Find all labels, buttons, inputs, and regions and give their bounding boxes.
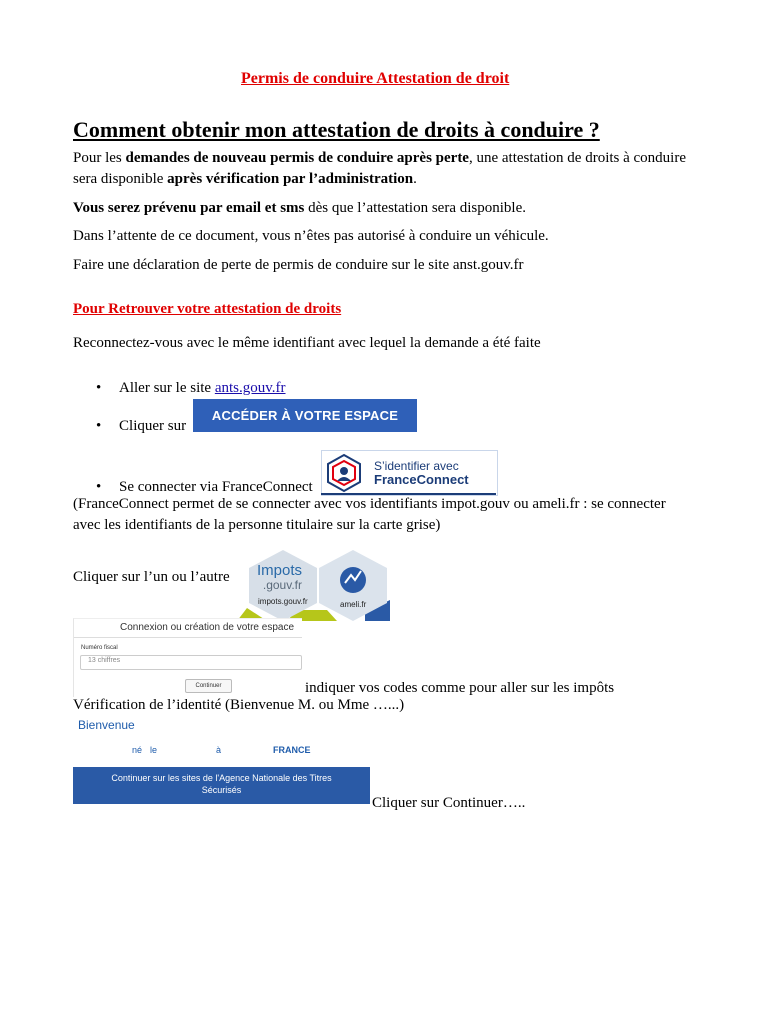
bullet-icon: • <box>96 380 102 396</box>
continuer-ants-label-line1: Continuer sur les sites de l'Agence Nationale des Titres <box>111 773 332 783</box>
paragraph-franceconnect-info <box>73 494 763 536</box>
paragraph-continue: Cliquer sur Continuer….. <box>372 795 526 811</box>
bullet-icon: • <box>96 479 102 495</box>
continuer-ants-button[interactable] <box>73 767 370 804</box>
provider-choice-group <box>237 548 390 621</box>
place-label: à <box>216 745 222 755</box>
franceconnect-label-line2: FranceConnect <box>374 472 469 487</box>
bullet-item-click <box>96 416 186 437</box>
continuer-login-button[interactable]: Continuer <box>185 679 232 693</box>
sub-heading: Pour Retrouver votre attestation de droits <box>73 301 342 317</box>
impots-logo-text <box>257 564 302 592</box>
ameli-caption: ameli.fr <box>340 600 367 609</box>
text: (FranceConnect permet de se connecter avec vos identifiants impot.gouv ou ameli.fr : se connecter <box>73 496 666 512</box>
text: Cliquer sur <box>119 418 187 434</box>
document-title: Permis de conduire Attestation de droit <box>241 70 510 87</box>
paragraph-identity: Vérification de l’identité (Bienvenue M. ou Mme …...) <box>73 697 405 713</box>
fiscal-number-label: Numéro fiscal <box>81 645 118 651</box>
paragraph-choose: Cliquer sur l’un ou l’autre <box>73 569 230 585</box>
paragraph-declaration: Faire une déclaration de perte de permis de conduire sur le site anst.gouv.fr <box>73 257 524 273</box>
login-panel <box>73 618 302 697</box>
bullet-item-site <box>96 378 286 399</box>
continuer-ants-label-line2: Sécurisés <box>201 785 242 795</box>
fiscal-number-placeholder: 13 chiffres <box>88 657 121 664</box>
bullet-icon: • <box>96 418 102 434</box>
paragraph-notification <box>73 198 526 219</box>
bold-text: demandes de nouveau permis de conduire après perte <box>125 150 469 166</box>
impots-logo-line2: .gouv.fr <box>262 578 303 592</box>
text: avec les identifiants de la personne titulaire sur la carte grise) <box>73 517 441 533</box>
impots-logo-line1: Impots <box>257 562 303 579</box>
text: , une attestation de droits à conduire <box>468 150 687 166</box>
text: sera disponible <box>73 171 168 187</box>
bold-text: Vous serez prévenu par email et sms <box>73 200 305 216</box>
text: . <box>413 171 417 187</box>
text: Pour les <box>73 150 126 166</box>
fiscal-number-input[interactable] <box>80 655 302 670</box>
impots-caption: impots.gouv.fr <box>258 597 308 606</box>
main-heading: Comment obtenir mon attestation de droits à conduire ? <box>73 117 600 142</box>
login-title: Connexion ou création de votre espace <box>120 622 295 633</box>
date-label: le <box>150 745 158 755</box>
born-label: né <box>132 745 143 755</box>
text: Se connecter via FranceConnect <box>119 479 313 495</box>
franceconnect-logo-icon <box>322 452 366 494</box>
text: dès que l’attestation sera disponible. <box>304 200 526 216</box>
divider <box>74 637 302 638</box>
paragraph-codes: indiquer vos codes comme pour aller sur les impôts <box>305 680 615 696</box>
bienvenue-title: Bienvenue <box>78 718 135 732</box>
paragraph-reconnect: Reconnectez-vous avec le même identifiant avec lequel la demande a été faite <box>73 335 541 351</box>
text: Aller sur le site <box>119 380 215 396</box>
franceconnect-button[interactable] <box>321 450 498 496</box>
paragraph-warning: Dans l’attente de ce document, vous n’êtes pas autorisé à conduire un véhicule. <box>73 228 549 244</box>
franceconnect-label-line1: S’identifier avec <box>374 459 459 473</box>
bold-text: après vérification par l’administration <box>167 171 414 187</box>
acceder-espace-button[interactable]: ACCÉDER À VOTRE ESPACE <box>193 399 417 432</box>
paragraph-intro <box>73 148 753 190</box>
country-label: FRANCE <box>273 745 311 755</box>
ants-link[interactable]: ants.gouv.fr <box>214 380 286 396</box>
